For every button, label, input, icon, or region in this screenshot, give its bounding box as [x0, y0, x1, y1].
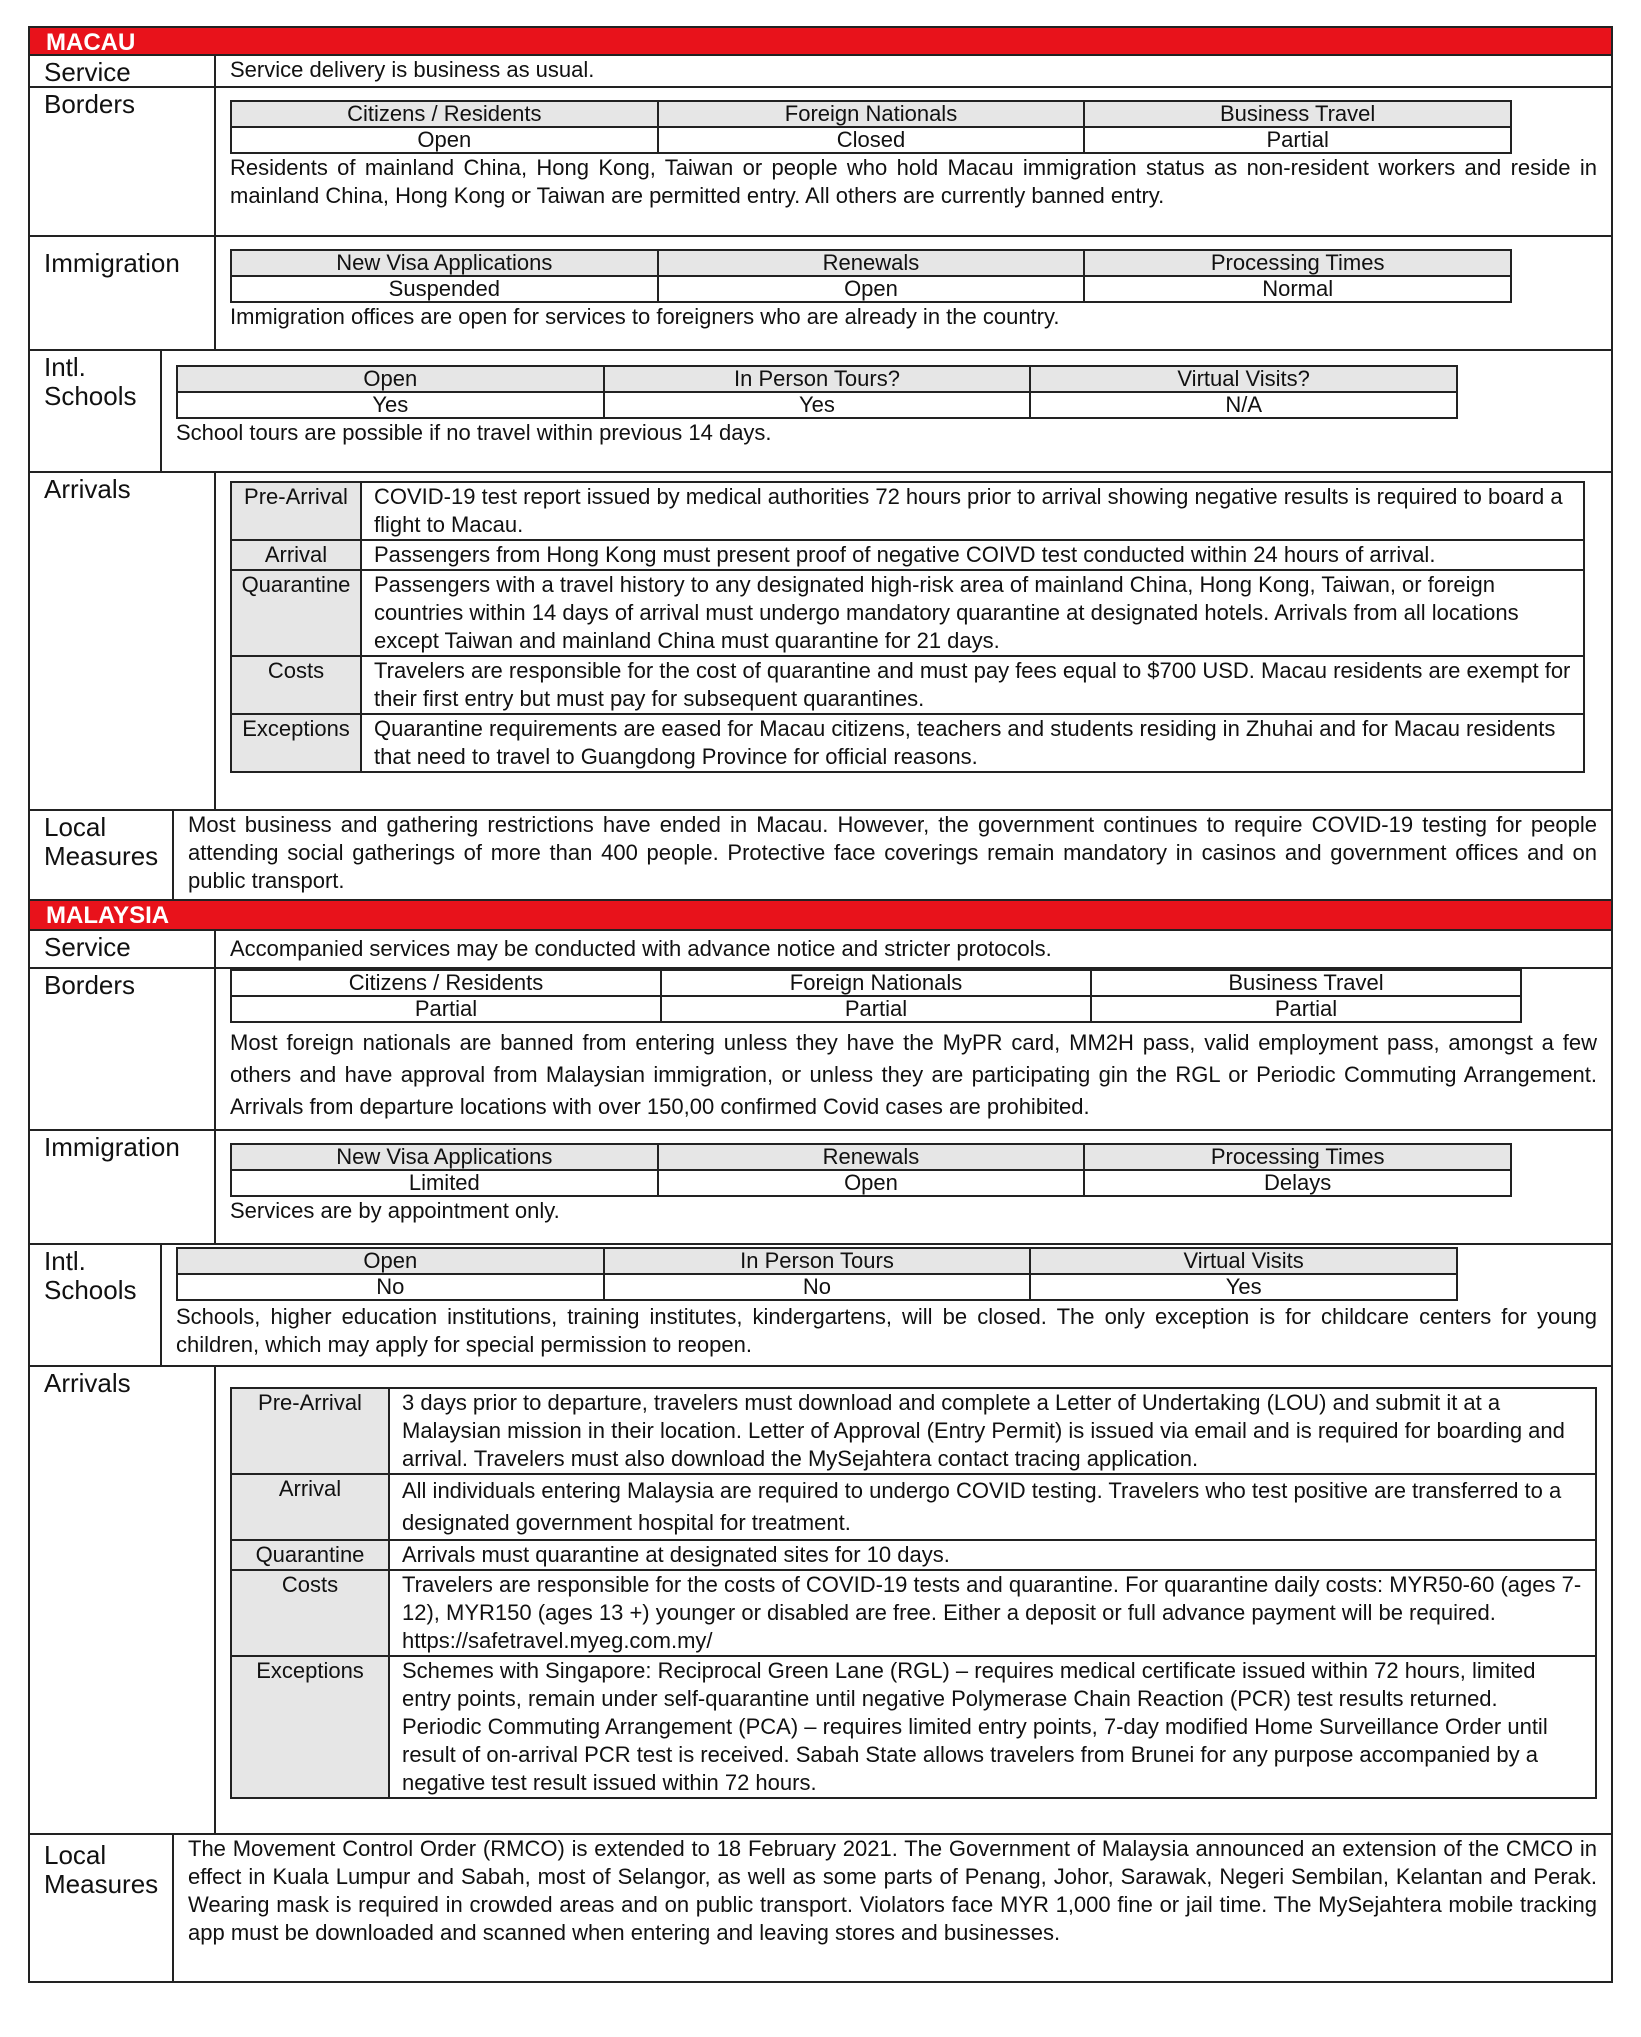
- arrival-key: Quarantine: [231, 570, 361, 656]
- table-cell: Open: [658, 1170, 1085, 1196]
- table-header: Processing Times: [1084, 250, 1511, 276]
- table-header: Renewals: [658, 1144, 1085, 1170]
- arrivals-table: [230, 1387, 1597, 1799]
- row-label: Service: [30, 931, 216, 967]
- table-cell: Partial: [661, 996, 1091, 1022]
- table-header: New Visa Applications: [231, 1144, 658, 1170]
- table-header: Citizens / Residents: [231, 101, 658, 127]
- arrival-key: Arrival: [231, 1474, 389, 1540]
- table-header: In Person Tours: [604, 1248, 1031, 1274]
- table-cell: N/A: [1030, 392, 1457, 418]
- arrival-text: 3 days prior to departure, travelers must download and complete a Letter of Undertaking (LOU) and submit it at a Malaysian mission in their location. Letter of Approval (Entry Permit) is issued via email and is required for boarding and arrival. Travelers must also download the MySejahtera contact tracing application.: [389, 1388, 1596, 1474]
- row-note: Schools, higher education institutions, training institutes, kindergartens, will be closed. The only exception is for childcare centers for young children, which may apply for special permission to reopen.: [176, 1304, 1597, 1357]
- table-header: Citizens / Residents: [231, 970, 661, 996]
- section-header-macau: MACAU: [28, 26, 1613, 56]
- row-label: Borders: [30, 969, 216, 1129]
- arrival-key: Exceptions: [231, 714, 361, 772]
- row-schools: [28, 1245, 1613, 1367]
- row-label: Borders: [30, 88, 216, 235]
- immigration-table: [230, 249, 1512, 303]
- table-row: [231, 482, 1584, 540]
- schools-table: [176, 365, 1458, 419]
- table-row: [231, 656, 1584, 714]
- row-label: Arrivals: [30, 1367, 216, 1833]
- arrival-text: Schemes with Singapore: Reciprocal Green Lane (RGL) – requires medical certificate issued within 72 hours, limited entry points, remain under self-quarantine until negative Polymerase Chain Reaction (PCR) test results returned. Periodic Commuting Arrangement (PCA) – requires limited entry points, 7-day modified Home Surveillance Order until result of on-arrival PCR test is received. Sabah State allows travelers from Brunei for any purpose accompanied by a negative test result issued within 72 hours.: [389, 1656, 1596, 1798]
- table-header: New Visa Applications: [231, 250, 658, 276]
- table-row: [231, 1474, 1596, 1540]
- schools-table: [176, 1247, 1458, 1301]
- borders-table: [230, 100, 1512, 154]
- arrival-text: COVID-19 test report issued by medical authorities 72 hours prior to arrival showing negative results is required to board a flight to Macau.: [361, 482, 1584, 540]
- table-cell: Limited: [231, 1170, 658, 1196]
- table-row: [231, 714, 1584, 772]
- arrival-text: Passengers from Hong Kong must present proof of negative COIVD test conducted within 24 hours of arrival.: [361, 540, 1584, 570]
- row-label: Arrivals: [30, 473, 216, 809]
- row-local-measures: [28, 811, 1613, 901]
- table-header: Open: [177, 366, 604, 392]
- table-cell: Yes: [1030, 1274, 1457, 1300]
- table-header: Foreign Nationals: [658, 101, 1085, 127]
- table-cell: Delays: [1084, 1170, 1511, 1196]
- row-arrivals: [28, 473, 1613, 811]
- row-label: Local Measures: [30, 1835, 174, 1981]
- row-label: Intl. Schools: [30, 351, 162, 471]
- arrival-key: Pre-Arrival: [231, 482, 361, 540]
- row-text: Service delivery is business as usual.: [230, 57, 595, 82]
- table-header: Virtual Visits: [1030, 1248, 1457, 1274]
- table-row: [231, 1540, 1596, 1570]
- row-label: Intl. Schools: [30, 1245, 162, 1365]
- table-cell: Closed: [658, 127, 1085, 153]
- arrival-text: Travelers are responsible for the cost of quarantine and must pay fees equal to $700 USD. Macau residents are exempt for their first entry but must pay for subsequent quarantines.: [361, 656, 1584, 714]
- table-row: [231, 570, 1584, 656]
- row-label: Local Measures: [30, 811, 174, 899]
- table-cell: Open: [658, 276, 1085, 302]
- row-text: Most business and gathering restrictions have ended in Macau. However, the government continues to require COVID-19 testing for people attending social gatherings of more than 400 people. Protective face coverings remain mandatory in casinos and government offices and on public transport.: [188, 812, 1597, 893]
- row-arrivals: [28, 1367, 1613, 1835]
- row-note: Residents of mainland China, Hong Kong, Taiwan or people who hold Macau immigration status as non-resident workers and reside in mainland China, Hong Kong or Taiwan are permitted entry. All others are currently banned entry.: [230, 155, 1597, 208]
- table-header: Business Travel: [1084, 101, 1511, 127]
- row-label: Service: [30, 56, 216, 86]
- row-label: Immigration: [30, 237, 216, 349]
- table-header: Processing Times: [1084, 1144, 1511, 1170]
- row-text: Accompanied services may be conducted with advance notice and stricter protocols.: [230, 936, 1052, 961]
- row-schools: [28, 351, 1613, 473]
- row-local-measures: [28, 1835, 1613, 1983]
- table-cell: No: [604, 1274, 1031, 1300]
- table-cell: Suspended: [231, 276, 658, 302]
- table-cell: Partial: [1091, 996, 1521, 1022]
- arrival-key: Arrival: [231, 540, 361, 570]
- table-header: In Person Tours?: [604, 366, 1031, 392]
- table-cell: Partial: [231, 996, 661, 1022]
- arrival-text: Travelers are responsible for the costs of COVID-19 tests and quarantine. For quarantine daily costs: MYR50-60 (ages 7-12), MYR150 (ages 13 +) younger or disabled are free. Either a deposit or full advance payment will be required. https://safetravel.myeg.com.my/: [389, 1570, 1596, 1656]
- borders-table: [230, 969, 1522, 1023]
- table-header: Foreign Nationals: [661, 970, 1091, 996]
- row-text: The Movement Control Order (RMCO) is extended to 18 February 2021. The Government of Malaysia announced an extension of the CMCO in effect in Kuala Lumpur and Sabah, most of Selangor, as well as some parts of Penang, Johor, Sarawak, Negeri Sembilan, Kelantan and Perak. Wearing mask is required in crowded areas and on public transport. Violators face MYR 1,000 fine or jail time. The MySejahtera mobile tracking app must be downloaded and scanned when entering and leaving stores and businesses.: [188, 1836, 1597, 1945]
- row-note: Immigration offices are open for services to foreigners who are already in the country.: [230, 304, 1060, 329]
- table-row: [231, 1388, 1596, 1474]
- table-cell: Yes: [604, 392, 1031, 418]
- arrival-key: Exceptions: [231, 1656, 389, 1798]
- immigration-table: [230, 1143, 1512, 1197]
- arrival-key: Quarantine: [231, 1540, 389, 1570]
- row-immigration: [28, 1131, 1613, 1245]
- row-borders: [28, 88, 1613, 237]
- arrival-key: Costs: [231, 1570, 389, 1656]
- arrival-key: Pre-Arrival: [231, 1388, 389, 1474]
- table-row: [231, 540, 1584, 570]
- arrival-key: Costs: [231, 656, 361, 714]
- row-immigration: [28, 237, 1613, 351]
- row-label: Immigration: [30, 1131, 216, 1243]
- table-cell: Yes: [177, 392, 604, 418]
- row-note: Services are by appointment only.: [230, 1198, 560, 1223]
- row-borders: [28, 969, 1613, 1131]
- row-note: School tours are possible if no travel within previous 14 days.: [176, 420, 772, 445]
- table-header: Renewals: [658, 250, 1085, 276]
- section-header-malaysia: MALAYSIA: [28, 901, 1613, 931]
- table-header: Business Travel: [1091, 970, 1521, 996]
- row-service: [28, 56, 1613, 88]
- table-cell: Normal: [1084, 276, 1511, 302]
- document: [28, 26, 1613, 1983]
- arrival-text: Arrivals must quarantine at designated sites for 10 days.: [389, 1540, 1596, 1570]
- table-cell: No: [177, 1274, 604, 1300]
- table-header: Virtual Visits?: [1030, 366, 1457, 392]
- arrivals-table: [230, 481, 1585, 773]
- table-cell: Open: [231, 127, 658, 153]
- arrival-text: Quarantine requirements are eased for Macau citizens, teachers and students residing in Zhuhai and for Macau residents that need to travel to Guangdong Province for official reasons.: [361, 714, 1584, 772]
- arrival-text: Passengers with a travel history to any designated high-risk area of mainland China, Hong Kong, Taiwan, or foreign countries within 14 days of arrival must undergo mandatory quarantine at designated hotels. Arrivals from all locations except Taiwan and mainland China must quarantine for 21 days.: [361, 570, 1584, 656]
- table-cell: Partial: [1084, 127, 1511, 153]
- table-row: [231, 1570, 1596, 1656]
- row-service: [28, 931, 1613, 969]
- table-header: Open: [177, 1248, 604, 1274]
- arrival-text: All individuals entering Malaysia are required to undergo COVID testing. Travelers who test positive are transferred to a designated government hospital for treatment.: [389, 1474, 1596, 1540]
- row-note: Most foreign nationals are banned from entering unless they have the MyPR card, MM2H pass, valid employment pass, amongst a few others and have approval from Malaysian immigration, or unless they are participating gin the RGL or Periodic Commuting Arrangement. Arrivals from departure locations with over 150,00 confirmed Covid cases are prohibited.: [230, 1030, 1597, 1119]
- table-row: [231, 1656, 1596, 1798]
